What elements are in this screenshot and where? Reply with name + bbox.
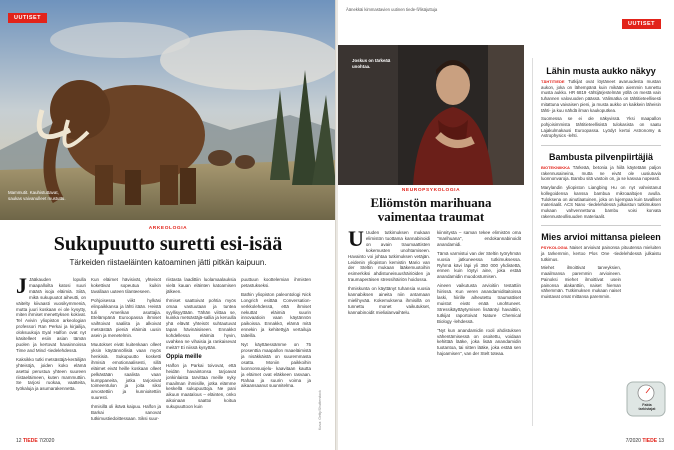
sidebar-text-1 bbox=[541, 79, 661, 113]
article-column-1 bbox=[16, 277, 86, 435]
issue-number: 7/2020 bbox=[625, 438, 641, 444]
paragraph: Tämä varmistui van der Steltin työryhmän vuosia jatkuneessa tutkimuksessa. Ryhmä kävi läpi yli 350 000 yhdistettä, ennen kuin löytyi aine, joka estää anandamidin muodostumisen. bbox=[437, 250, 521, 280]
paragraph: Muutokset eivät kuitenkaan olleet yksin käytännöllisiä vaan myös henkisiä. Sukupuutto kosketti ihmisiä emotionaalisesti, sillä eläimet eivät heille koskaan olleet pelkästään saalista vaan kumppaneita, jotka tarjosivat toimeentulon ja joita siksi arvostettiin ja kunnioitettiin suuresti. bbox=[91, 342, 161, 401]
paragraph-text: Jääkauden lopulla maapalloilta katosi suuri määrä isoja eläimiä. Siitä, mikä sukupuutot aiheutti, on väitelty kiivaasti vuosikymmeniä, mutta juuri koskaan ei ole kysytty, miten ihmiset menettyksen kokivat. Tel Avivin yliopiston arkeologian professori Ran Perkai ja kirjailija, oloksuukoja Eyal Halfon ovat nyt käsitelleet esiin asian tämän puolen ja kertovat havainnoissa Time and Mind -tiedelehdessä. bbox=[16, 277, 86, 353]
article-column-4 bbox=[241, 277, 311, 435]
sidebar-headline-2: Bambusta pilvenpiirtäjiä bbox=[548, 152, 654, 163]
folio-left bbox=[16, 438, 54, 444]
sidebar-body: Naiset arvioivat painonsa pituutensa mieluiten ja tarkemmin, kertoo Plos One -tiedelehdessä julkaistu tutkimus. bbox=[541, 245, 661, 262]
photo-caption: Mammutit. Kauhistuttavat, saukas vaivanulleet mustuttu. bbox=[8, 190, 66, 201]
paragraph: Aineen vaikutusta arvioitiin testattiin hiirissä. Kun veren anandamiditaitoissa laski, hiirille aiheutettu traumattiset muistot eivät enää unohtuneet. Stressikäyttäytymisen lisääntyi havaittiin, tutkijat raportoivat Nature Chemical Biology -lehdessä. bbox=[437, 283, 521, 324]
magazine-brand: TIEDE bbox=[22, 438, 38, 444]
article-subhead: Oppia meille bbox=[166, 353, 202, 360]
article-kicker: ARKEOLOGIA bbox=[148, 226, 188, 231]
paragraph: Ihmiset saattoivat pohtia myös omaa vastuutaan ja tuntea syyllisyyttään. Tähän viittaa se, kuinka metsästäjä-sallia ja keruulla yhä elävät yhteisöt suhtautuvat tapan hävinäisiseen. Ennakkö kohdellessa eläimiä hyvin, uvahkea ne vihaisia ja rankaisevat meitä? Ei niissä kysyttän. bbox=[166, 297, 236, 350]
divider bbox=[541, 145, 661, 146]
headline-line-2: vaimentaa traumat bbox=[377, 209, 485, 224]
page-number: 13 bbox=[658, 438, 664, 444]
man-photo bbox=[338, 45, 524, 185]
photo-credit-wrap bbox=[318, 360, 324, 430]
scale-icon bbox=[625, 376, 667, 418]
left-page bbox=[0, 0, 336, 450]
paragraph: Ihmiskunta on käyttänyt tuhansia vuosia kannabiksen aineita niin antamaan mielihyvää. Kokemuksena ihmisillä on tunnettu monet vaikutukset, kannabinoidit mielialanvaihtelu. bbox=[348, 286, 430, 315]
paragraph: "Nyt kun anandamidin rooli ahdistuksen vähentämisessä on osoitettu, voidaan kehittää lääke, joka lisää anandamidin tuotantoa, tai sitten lääke, joka estää sen hajoamisen", van der Stelt toteaa. bbox=[437, 327, 521, 357]
sidebar-text-3 bbox=[541, 245, 661, 262]
paragraph: Halfon ja Parkai toivovat, että heidän havaintonsa tarjoavat jonkinlaista tarvittaa meille nyky maailman ihmisille, jotka elämme keskellä sukupuuttoja. Ne pani aikuun maatalous – eläinten, onko aikoinaan saattoi koitua sukupuuttoon kuin bbox=[166, 362, 236, 410]
paragraph-text: Uuden tutkimuksen mukaan elimistön tuottama kannabinoidi on avain traumaattisten kokemusten unohtamiseen. Havainto voi johtaa tutkimuksen vetäjän. Leidenin yliopiston kemistin Mario van der Steltin mukaan lääkemuotoihin esimerkiksi ahdistuneisuushäiriöiden ja traumaperäisen stressihäiriön hoidossa. bbox=[348, 230, 430, 283]
photo-credit: Kuva: Getty/Shutterstock bbox=[318, 390, 322, 430]
paragraph: Nyt käyttäessämme on 75 prosenttia maapallon maaeläimistä ja nisäkkäistä on suuremmasta osatta. Moniin paikkoihin luonnonsuojelu- kaavitaan kautta ja eläimet ovat eläkkeen rasvaan. Rahaa ja suurin voima ja aikaansaanut suunnitelma. bbox=[241, 342, 311, 389]
paragraph: riistasta laadittiin luolamaalauksia vielä kauan eläinten katoamisen jälkeen. bbox=[166, 277, 236, 294]
page-number: 12 bbox=[16, 438, 22, 444]
article-column-2 bbox=[437, 230, 521, 434]
article-kicker: NEUROPSYKOLOGIA bbox=[401, 188, 461, 193]
sidebar-body: Tutkijat ovat löytäneet avaruudesta mustan aukon, joka on lähempänä kuin mikään aiemmin tunnettu musta aukko. HR 6819 -tähtijärjestelmän yöllä on mestä vain tuhannen valovuoden päässä. Välimatka on tähtitieteellisesti mitattuna vaivaisen pieni, ja musta aukko on kaikkein läheisin tähti- ja kuu nähdä ilman kaukoputkea. bbox=[541, 79, 662, 113]
paragraph: Kun eläimet hävisivät, yhteisöt kokettivat sopeutua kuikin tavallaan uuteen tilanteeseen. bbox=[91, 277, 161, 294]
article-column-1 bbox=[348, 230, 430, 434]
paragraph: puuttuun koottelemian ihmisten petastukseksi. bbox=[241, 277, 311, 288]
news-sidebar bbox=[532, 58, 669, 426]
mammoth-illustration bbox=[0, 0, 336, 220]
mammoth-photo bbox=[0, 0, 336, 220]
right-page bbox=[338, 0, 674, 450]
scale-label: Fakta tarkistajat bbox=[638, 403, 656, 411]
article-headline bbox=[338, 196, 524, 224]
magazine-brand: TIEDE bbox=[642, 438, 658, 444]
sidebar-headline-3: Mies arvioi mittansa pieleen bbox=[541, 232, 661, 243]
folio-right bbox=[626, 438, 664, 444]
drop-cap: J bbox=[16, 277, 27, 298]
paragraph: Kaksikko tutki metsästäjä-keräilijän yhteisöjä, joiden koko elämä asettui perustua yhteen suureen riistaeläimeen, kuten mammuttiin. Se tarjosi ruokaa, vaatteita, työkaluja ja asumarakennetta. bbox=[16, 356, 86, 392]
sidebar-text-2 bbox=[541, 165, 661, 182]
headline-line-1: Eliömstön marihuana bbox=[370, 195, 492, 210]
drop-cap: U bbox=[348, 230, 364, 251]
paragraph: kiinnitysta – saman tekee elimistön oma "marihuana", endokannabinoidit anandamidi. bbox=[437, 230, 521, 247]
header-note: Äänekkäi kimmastavien uutinen tiede-fi/lisäjuttuja bbox=[346, 7, 438, 12]
paragraph bbox=[16, 277, 86, 354]
paragraph: Pohjoisessa viikt hylkäsi elinpaikkansa ja lähti itään. Heistä tuli Amerikan asuttajia. Etelämpänä Euroopassa ihmiset vaihtoivat saaliita ja alkoivat metsästää pieniä eläimiä uusin asein ja menetelmin. bbox=[91, 297, 161, 339]
section-tag: UUTISET bbox=[8, 13, 47, 23]
sidebar-tag: PSYKOLOGIA bbox=[541, 245, 568, 251]
sidebar-body: Tärkeää, betonia ja hiilä käytetään paljon rakennusaineina, mutta ne eivät ole uusiutuvia luonnonvaroja. Bambu sitä vastoin on, ja se kasvaa nopeasti. bbox=[541, 165, 662, 182]
section-tag: UUTISET bbox=[622, 19, 661, 29]
article-deck: Tärkeiden riistaeläinten katoaminen jätti pitkän kaipuun. bbox=[69, 258, 267, 267]
issue-number: 7/2020 bbox=[39, 438, 55, 444]
article-column-3 bbox=[166, 277, 236, 435]
scale-image bbox=[625, 376, 667, 418]
article-headline: Sukupuutto suretti esi-isää bbox=[53, 233, 283, 255]
sidebar-headline-1: Lähin musta aukko näkyy bbox=[546, 66, 656, 76]
sidebar-tag: TÄHTITIEDE bbox=[541, 79, 565, 84]
article-column-2 bbox=[91, 277, 161, 435]
paragraph: Bathin yliopiston paleontologi Nick Longrich esittää Conversation-verkkolehdessä, että ihmiset nekuttat eläimiä suurin innovaatioin vaan käytännön paikoissa. Ennakkö, elämä mitä ennekin ja kehitettyjä vertailuja taiteilla. bbox=[241, 291, 311, 339]
sidebar-text-3b: Miehet ilmoittivat tarveyksien, maailmansa paremmin arvioineen. Painoksi miehet ilmoittivat usein painonsa alakanttiin, naiset hieman vähemmän. Tutkimuksen mukaan naiset muistavat omat mittansa paremmin. bbox=[541, 265, 621, 299]
sidebar-tag: BIOTEKNIIKKA bbox=[541, 165, 570, 171]
sidebar-text-1b: Suomessa se ei ole näkyvissä. Yksi maapallon pohjoisimmista tähtitieteellisistä tulokasista on saatu Lajakulmakausi Euroopassa. Lyödyt kertoi Astronomy & Astrophysics -lehti. bbox=[541, 116, 661, 139]
photo-caption: Joskus on tärkeää unohtaa. bbox=[352, 58, 391, 69]
divider bbox=[541, 225, 661, 226]
paragraph: Ihmisillä oli ikävä kaipuu. Halfon ja Barkai sanovat tutkimustiedoittessaan. Siksi suur- bbox=[91, 404, 161, 421]
paragraph bbox=[348, 230, 430, 283]
sidebar-text-2b: Marylandin yliopiston Liangbing Hu on nyt vahvistanut kollegoidensa kanssa bambua mikroaaltojen avulla. Tuloksena on ainutlaatuinen, joka on lujempaa kuin tavalliset materiaalit. ACS Nano -tiedelehdessä julkaistun tutkimuksen mukaan vahvennettuna bambu voisi korvata rakennusteollisuuden materiaalit. bbox=[541, 185, 661, 219]
